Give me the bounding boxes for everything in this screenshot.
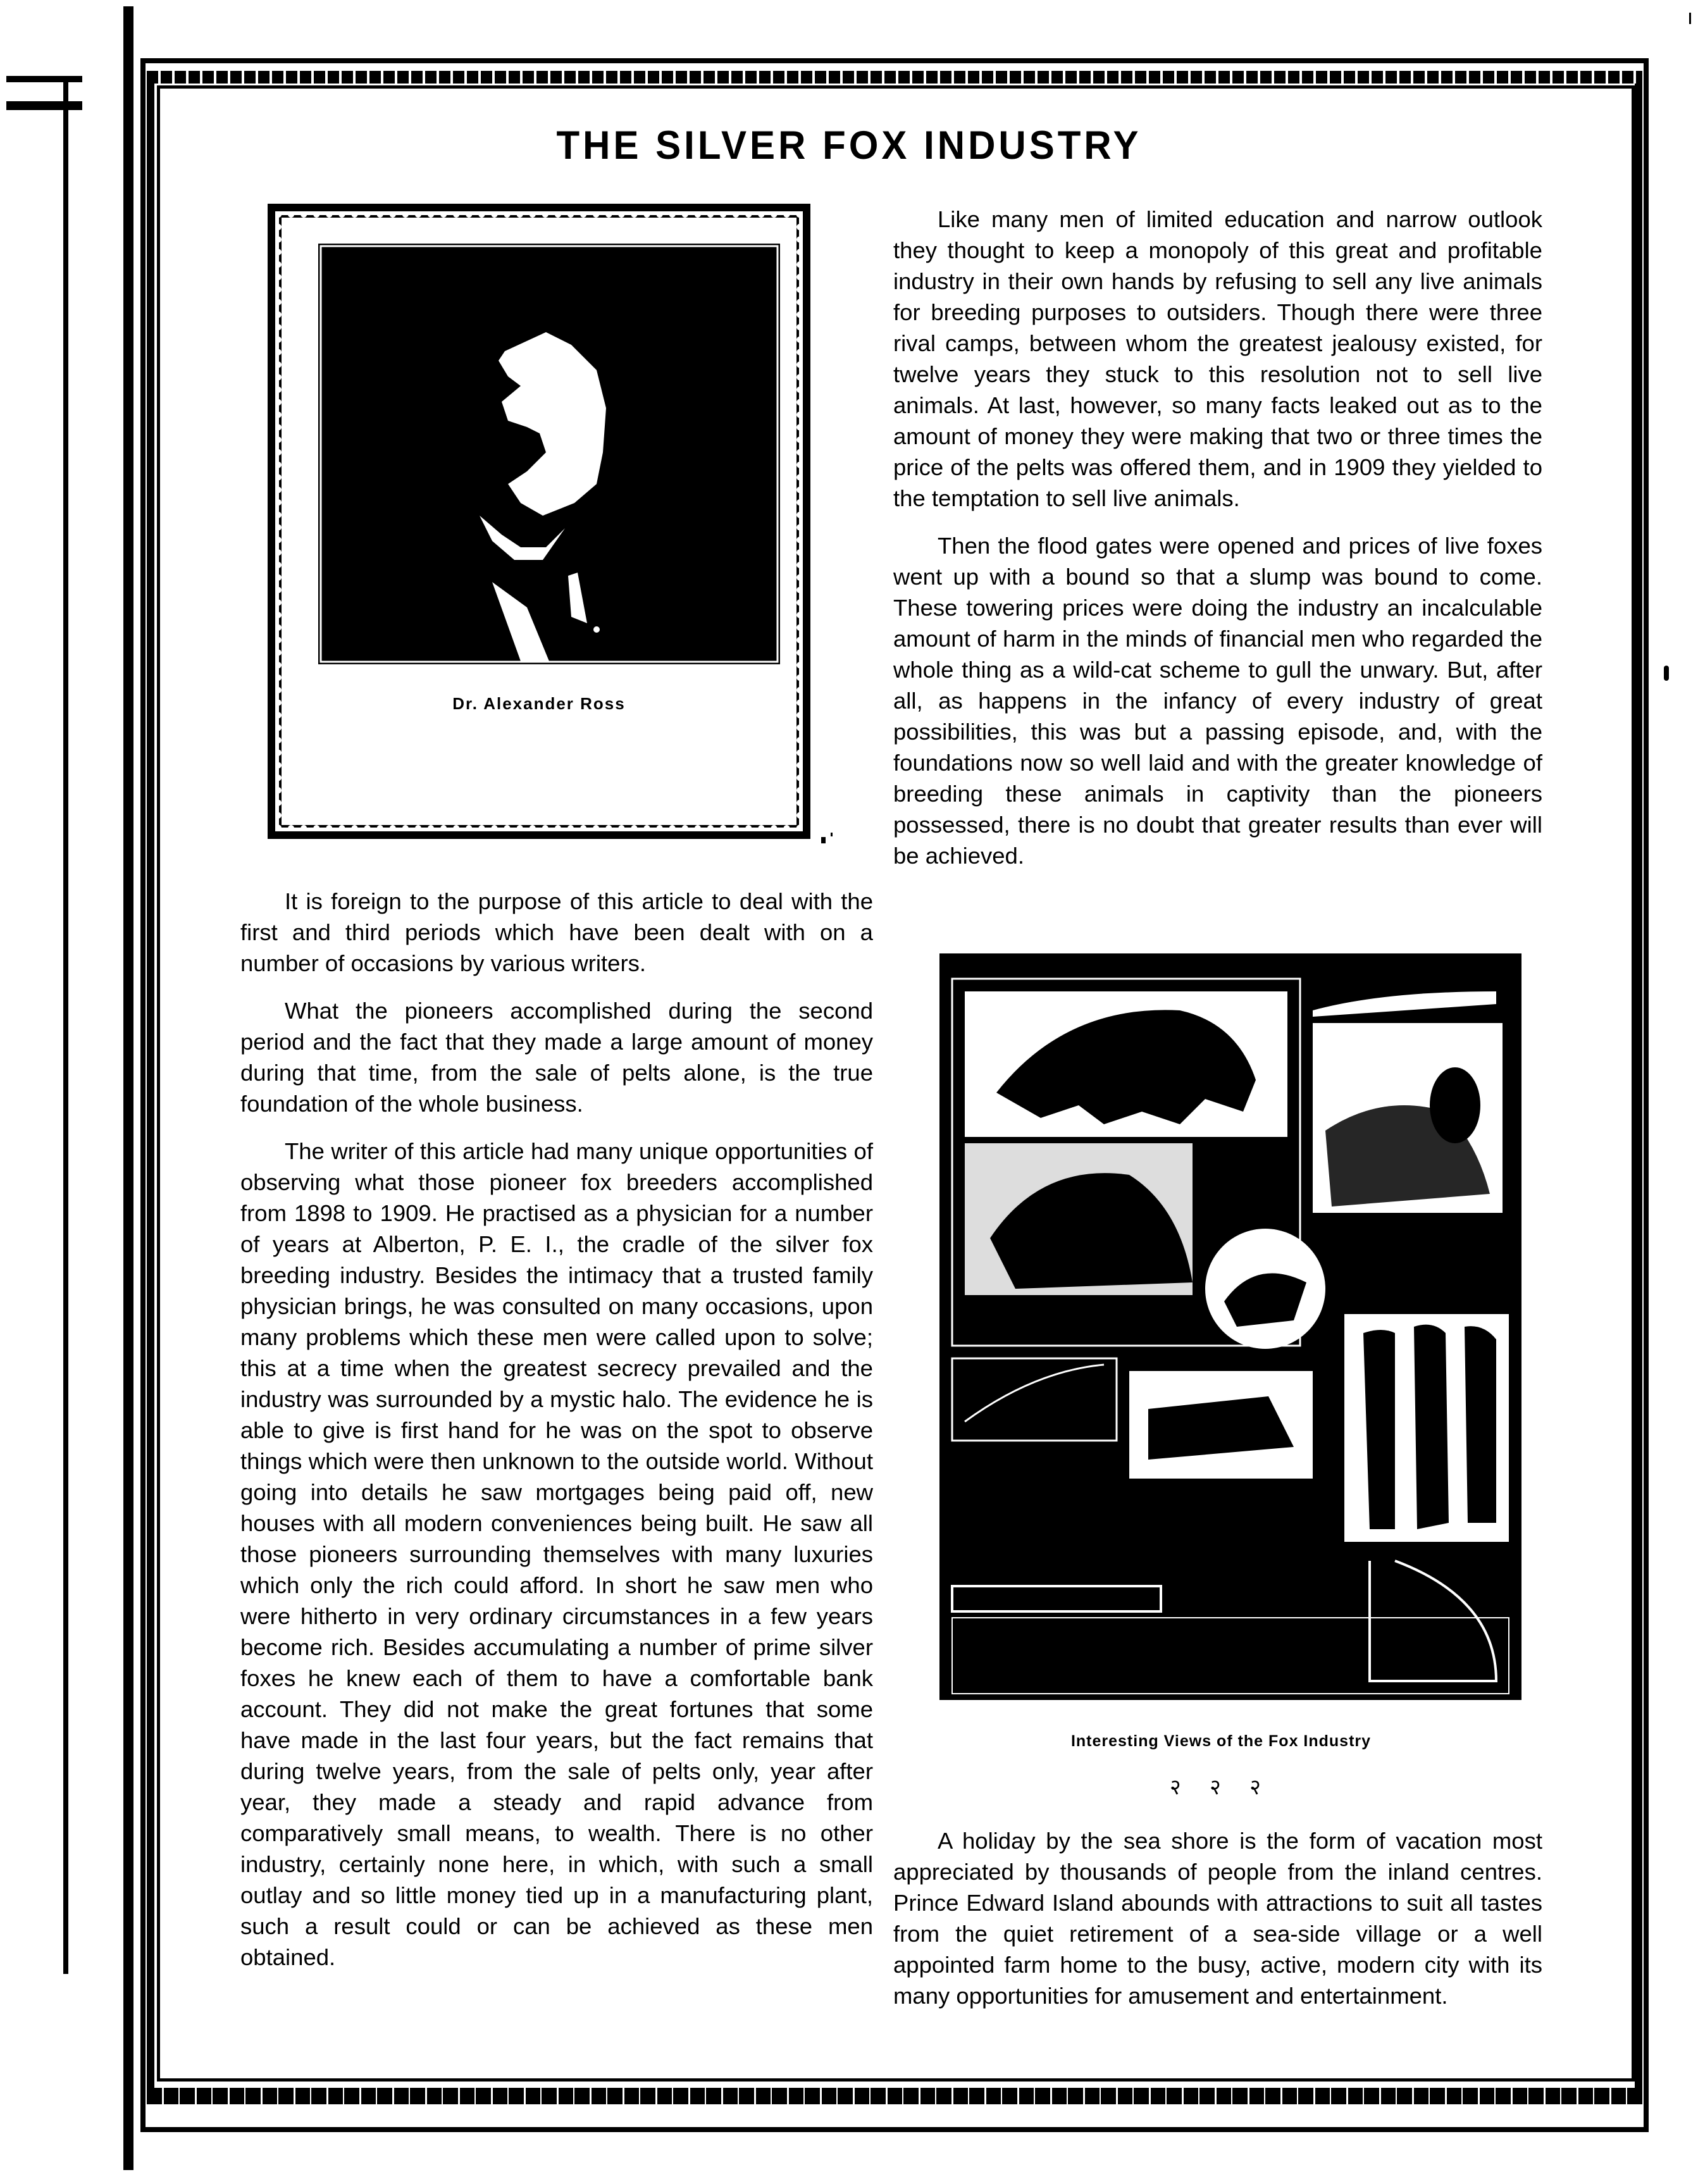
portrait-caption: Dr. Alexander Ross xyxy=(452,694,626,713)
paragraph: A holiday by the sea shore is the form of vacation most appreciated by thousands of people from the inland centres. Prince Edward Island abounds with attractions to suit all tastes from the quiet retirement of a sea-side village or a well appointed farm home to the busy, active, modern city with its many opportunities for amusement and entertainment. xyxy=(893,1828,1542,2009)
paragraph: Like many men of limited education and narrow outlook they thought to keep a monopoly of this great and profitable industry in their own hands by refusing to sell any live animals for breeding purposes to outsiders. Though there were three rival camps, between whom the greatest jealousy existed, for twelve years they stuck to this resolution not to sell live animals. At last, however, so many facts leaked out as to the amount of money they were making that two or three times the price of the pelts was offered them, and in 1909 they yielded to the temptation to sell live animals. xyxy=(893,206,1542,511)
section-divider-ornament: २ २ २ xyxy=(1170,1775,1272,1799)
page-border-left xyxy=(147,71,154,2104)
print-speck xyxy=(831,833,833,836)
article-title: THE SILVER FOX INDUSTRY xyxy=(556,123,1142,168)
page-binding-edge xyxy=(123,6,133,2170)
right-column-text-top xyxy=(893,204,1542,888)
print-speck xyxy=(821,837,826,843)
paragraph: Then the flood gates were opened and prices of live foxes went up with a bound so that a slump was bound to come. These towering prices were doing the industry an incalculable amount of harm in the minds of financial men who regarded the whole thing as a wild-cat scheme to gull the unwary. But, after all, as happens in the infancy of every industry of great possibilities, this was but a passing episode, and, with the foundations now so well laid and with the greater knowledge of breeding these animals in captivity than the pioneers possessed, there is no doubt that greater results than ever will be achieved. xyxy=(893,533,1542,869)
left-column-text xyxy=(240,886,873,1989)
binding-tab-mark xyxy=(6,76,82,82)
portrait-photo-icon xyxy=(318,244,780,664)
collage-caption: Interesting Views of the Fox Industry xyxy=(1070,1732,1372,1750)
right-column-text-bottom xyxy=(893,1825,1542,2028)
page-border-bottom-band xyxy=(147,2088,1642,2104)
print-speck xyxy=(1689,13,1691,24)
print-speck xyxy=(1664,666,1669,681)
fox-collage-photo-icon xyxy=(939,953,1521,1700)
paragraph: The writer of this article had many unique opportunities of observing what those pioneer fox breeders accomplished from 1898 to 1909. He practised as a physician for a number of years at Alberton, P. E. I., the cradle of the silver fox breeding industry. Besides the intimacy that a trusted family physician brings, he was consulted on many occasions, upon many problems which these men were called upon to solve; this at a time when the greatest secrecy prevailed and the industry was surrounded by a mystic halo. The evidence he is able to give is first hand for he was on the spot to observe things which were then unknown to the outside world. Without going into details he saw mortgages being paid off, new houses with all modern conveniences being built. He saw all those pioneers surrounding themselves with many luxuries which only the rich could afford. In short he saw men who were hitherto in very ordinary circumstances in a few years become rich. Besides accumulating a number of prime silver foxes he knew each of them to have a comfortable bank account. They did not make the great fortunes that some have made in the last four years, but the fact remains that during twelve years, from the sale of pelts only, year after year, they made a steady and rapid advance from comparatively small means, to wealth. There is no other industry, certainly none here, in which, with such a small outlay and so little money tied up in a manufacturing plant, such a result could or can be achieved as these men obtained. xyxy=(240,1138,873,1970)
page-border-top-band xyxy=(147,71,1642,84)
paragraph: What the pioneers accomplished during the second period and the fact that they made a large amount of money during that time, from the sale of pelts alone, is the true foundation of the whole business. xyxy=(240,998,873,1117)
page-border-right xyxy=(1635,71,1642,2104)
binding-tab-mark xyxy=(6,101,82,110)
paragraph: It is foreign to the purpose of this article to deal with the first and third periods which have been dealt with on a number of occasions by various writers. xyxy=(240,888,873,976)
page-binding-edge-inner xyxy=(63,76,68,1974)
